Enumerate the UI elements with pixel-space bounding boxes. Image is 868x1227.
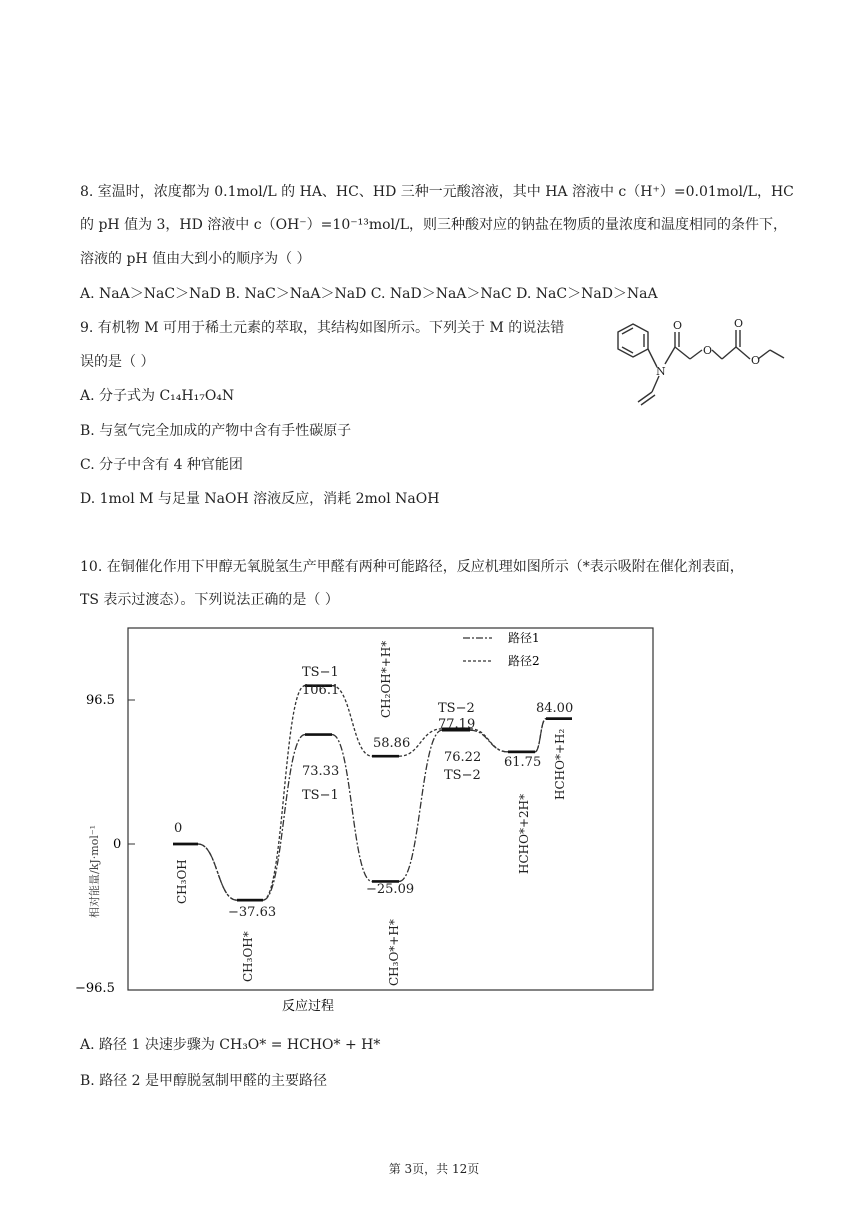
- label-ts1-top: TS−1: [302, 665, 339, 680]
- label-p2-ts1: 106.1: [302, 683, 340, 698]
- label-v1: −37.63: [228, 905, 277, 920]
- species-ch2oh-h: CH₂OH*+H*: [379, 640, 393, 718]
- label-v5: 61.75: [504, 755, 542, 770]
- q9-option-b: B. 与氢气完全加成的产物中含有手性碳原子: [80, 423, 352, 439]
- ytick-bottom: −96.5: [75, 981, 115, 996]
- species-ch3oh-ads: CH₃OH*: [241, 931, 255, 982]
- atom-o-4: O: [751, 354, 761, 367]
- q8-options: A. NaA＞NaC＞NaD B. NaC＞NaA＞NaD C. NaD＞NaA＞NaC D. NaC＞NaD＞NaA: [80, 286, 658, 302]
- atom-o-3: O: [734, 317, 744, 330]
- label-p1-ts2: 76.22: [444, 750, 482, 765]
- q9-line-1: 9. 有机物 M 可用于稀土元素的萃取，其结构如图所示。下列关于 M 的说法错: [80, 320, 565, 336]
- label-p1-mid: −25.09: [366, 882, 415, 897]
- atom-o-2: O: [703, 344, 713, 357]
- connector-s1-2: [332, 735, 372, 882]
- q9-option-c: C. 分子中含有 4 种官能团: [80, 457, 243, 473]
- x-axis-label: 反应过程: [282, 999, 335, 1014]
- species-hcho-h2: HCHO*+H₂: [553, 728, 567, 800]
- connector-s2-0: [198, 844, 237, 900]
- connector-s1-4: [470, 730, 508, 752]
- label-v0: 0: [174, 821, 183, 836]
- ytick-top: 96.5: [86, 693, 115, 708]
- q9-option-d: D. 1mol M 与足量 NaOH 溶液反应，消耗 2mol NaOH: [80, 491, 440, 507]
- legend-path-2: 路径2: [508, 654, 540, 668]
- species-ch3oh: CH₃OH: [175, 859, 189, 904]
- energy-profile-chart: [75, 618, 680, 1028]
- q10-option-b: B. 路径 2 是甲醇脱氢制甲醛的主要路径: [80, 1073, 327, 1089]
- q8-line-2: 的 pH 值为 3，HD 溶液中 c（OH⁻）=10⁻¹³mol/L，则三种酸对应的钠盐在物质的量浓度和温度相同的条件下，: [80, 217, 788, 233]
- y-axis-label: 相对能量/kJ·mol⁻¹: [88, 824, 101, 918]
- q8-line-1: 8. 室温时，浓度都为 0.1mol/L 的 HA、HC、HD 三种一元酸溶液，其中 HA 溶液中 c（H⁺）=0.01mol/L，HC: [80, 184, 794, 200]
- connector-s2-5: [535, 719, 546, 752]
- label-p2-mid: 58.86: [373, 736, 411, 751]
- q9-line-2: 误的是（ ）: [80, 354, 155, 370]
- label-p1-ts1: 73.33: [302, 764, 340, 779]
- connector-s2-1: [263, 686, 305, 900]
- atom-n: N: [656, 365, 666, 378]
- label-ts2-bot: TS−2: [444, 768, 481, 783]
- q9-option-a: A. 分子式为 C₁₄H₁₇O₄N: [80, 388, 235, 404]
- page-footer: 第 3页，共 12页: [388, 1162, 480, 1176]
- q10-line-2: TS 表示过渡态）。下列说法正确的是（ ）: [80, 592, 339, 608]
- connector-s1-3: [399, 730, 442, 881]
- label-ts1-bot: TS−1: [302, 788, 339, 803]
- label-p2-ts2: 77.19: [438, 717, 476, 732]
- q8-line-3: 溶液的 pH 值由大到小的顺序为（ ）: [80, 251, 311, 267]
- atom-o-1: O: [673, 319, 683, 332]
- species-ch3o-h: CH₃O*+H*: [387, 919, 401, 986]
- species-hcho-2h: HCHO*+2H*: [517, 793, 531, 874]
- connector-s1-1: [263, 735, 305, 901]
- q10-option-a: A. 路径 1 决速步骤为 CH₃O* = HCHO* + H*: [80, 1037, 381, 1053]
- label-ts2-top: TS−2: [438, 701, 475, 716]
- ytick-zero: 0: [113, 837, 122, 852]
- q10-line-1: 10. 在铜催化作用下甲醇无氧脱氢生产甲醛有两种可能路径，反应机理如图所示（*表示吸附在催化剂表面，: [80, 559, 744, 575]
- molecule-structure: [600, 312, 810, 412]
- label-v6: 84.00: [536, 701, 574, 716]
- legend-path-1: 路径1: [508, 631, 540, 645]
